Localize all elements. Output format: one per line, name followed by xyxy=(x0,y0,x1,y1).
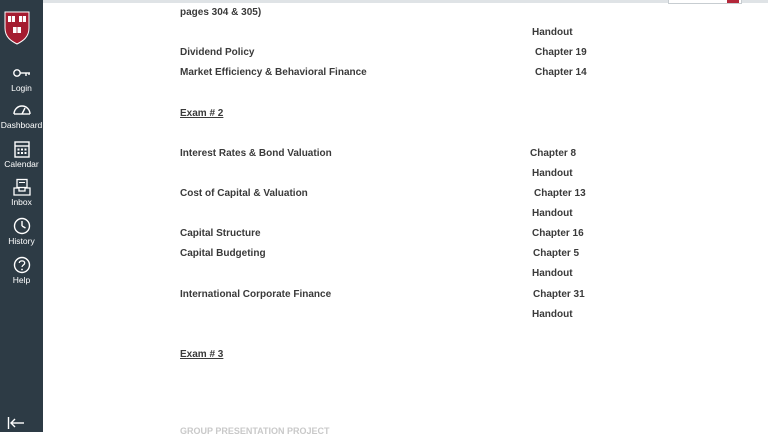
key-icon xyxy=(12,64,32,82)
top-border xyxy=(43,0,768,3)
ref-chapter-5: Chapter 5 xyxy=(533,248,580,259)
nav-inbox-label: Inbox xyxy=(11,197,32,207)
nav-help[interactable] xyxy=(0,256,43,285)
topic-capital-structure: Capital Structure xyxy=(180,228,261,239)
ref-chapter-16: Chapter 16 xyxy=(532,228,584,239)
ref-chapter-31: Chapter 31 xyxy=(533,289,585,300)
group-project-heading: GROUP PRESENTATION PROJECT xyxy=(180,426,330,436)
nav-history[interactable] xyxy=(0,217,43,246)
nav-dashboard[interactable] xyxy=(0,101,43,130)
nav-inbox[interactable] xyxy=(0,178,43,207)
inbox-icon xyxy=(12,178,32,196)
nav-login[interactable] xyxy=(0,64,43,93)
doc-ref-11: Handout xyxy=(532,268,573,279)
doc-ref-1: Handout xyxy=(532,27,573,38)
nav-login-label: Login xyxy=(11,83,32,93)
doc-ref-8: Handout xyxy=(532,208,573,219)
ref-chapter-19: Chapter 19 xyxy=(535,47,587,58)
ref-chapter-8: Chapter 8 xyxy=(530,148,577,159)
exam-3-heading: Exam # 3 xyxy=(180,349,224,360)
doc-ref-6: Handout xyxy=(532,168,573,179)
dashboard-gauge-icon xyxy=(12,101,32,119)
nav-calendar[interactable] xyxy=(0,140,43,169)
harvard-shield-logo[interactable] xyxy=(3,10,31,45)
nav-calendar-label: Calendar xyxy=(4,159,39,169)
ref-chapter-14: Chapter 14 xyxy=(535,67,587,78)
history-clock-icon xyxy=(12,217,32,235)
topic-dividend-policy: Dividend Policy xyxy=(180,47,255,58)
top-right-accent xyxy=(727,0,739,3)
calendar-icon xyxy=(12,140,32,158)
exam-2-heading: Exam # 2 xyxy=(180,108,224,119)
doc-line-0: pages 304 & 305) xyxy=(180,7,262,18)
nav-history-label: History xyxy=(8,236,35,246)
collapse-arrow-icon[interactable] xyxy=(7,416,25,430)
global-nav-sidebar xyxy=(0,0,43,432)
topic-international-finance: International Corporate Finance xyxy=(180,289,332,300)
topic-cost-of-capital: Cost of Capital & Valuation xyxy=(180,188,308,199)
help-circle-icon xyxy=(12,256,32,274)
nav-dashboard-label: Dashboard xyxy=(0,120,43,130)
ref-chapter-13: Chapter 13 xyxy=(534,188,586,199)
doc-ref-13: Handout xyxy=(532,309,573,320)
topic-market-efficiency: Market Efficiency & Behavioral Finance xyxy=(180,67,367,78)
topic-capital-budgeting: Capital Budgeting xyxy=(180,248,266,259)
nav-help-label: Help xyxy=(12,275,31,285)
topic-interest-rates: Interest Rates & Bond Valuation xyxy=(180,148,332,159)
